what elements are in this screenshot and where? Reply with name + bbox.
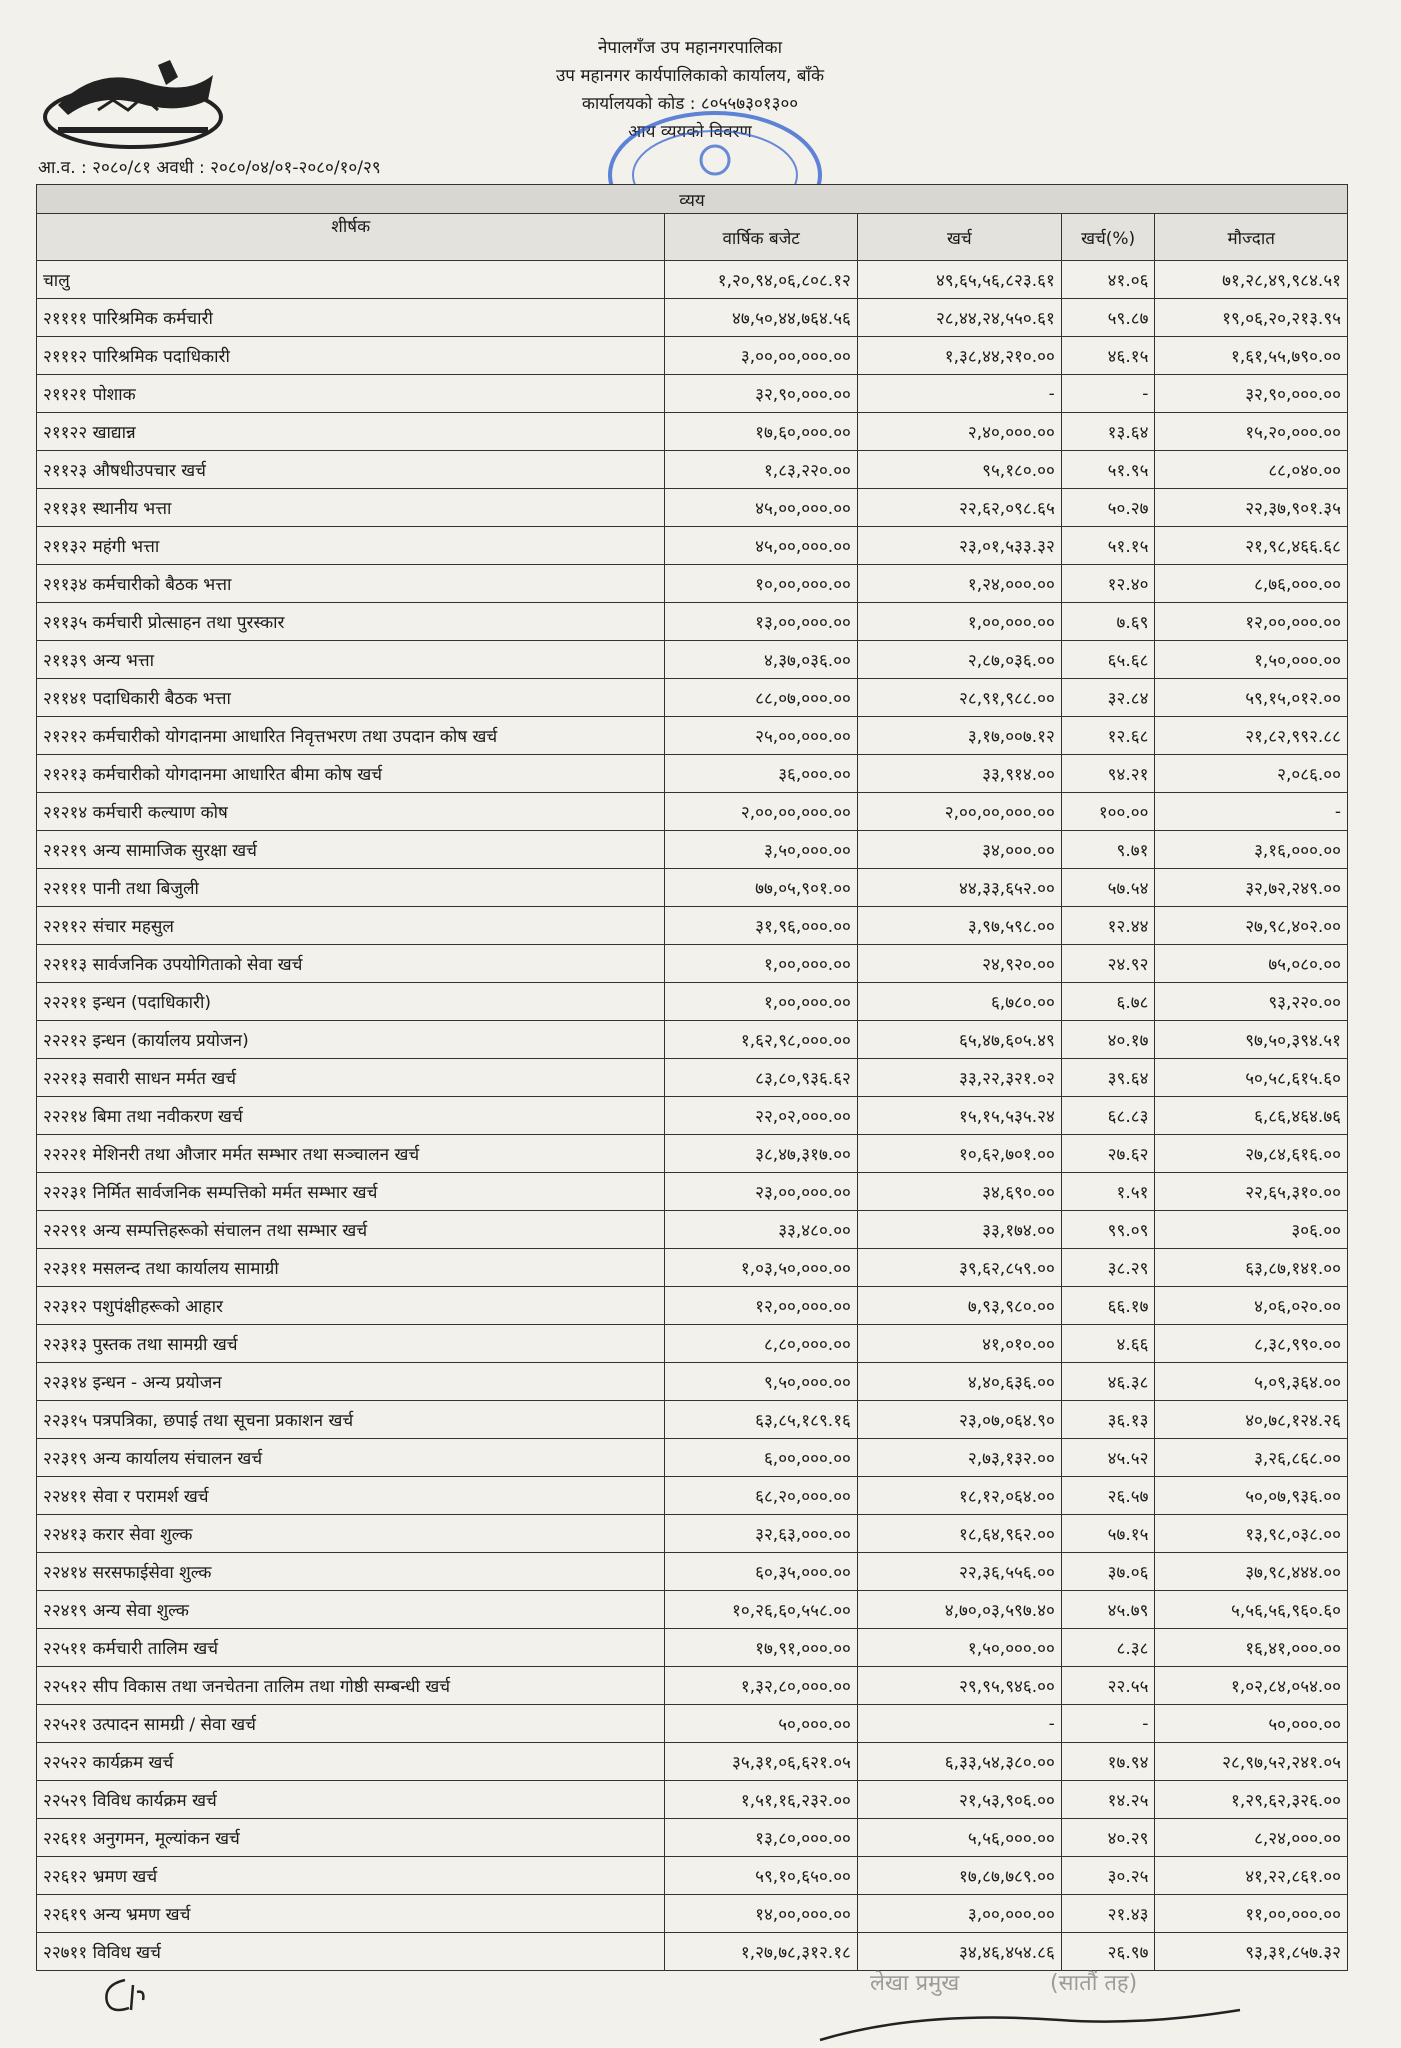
table-row — [37, 1287, 1348, 1325]
row-balance: - — [1155, 793, 1348, 831]
row-title: २११३९ अन्य भत्ता — [37, 641, 665, 679]
table-row — [37, 1059, 1348, 1097]
row-percent: ३८.२९ — [1061, 1249, 1155, 1287]
row-balance: १६,४१,०००.०० — [1155, 1629, 1348, 1667]
row-title: २११२३ औषधीउपचार खर्च — [37, 451, 665, 489]
row-budget: २,००,००,०००.०० — [665, 793, 857, 831]
table-row — [37, 1173, 1348, 1211]
row-balance: २१,९८,४६६.६८ — [1155, 527, 1348, 565]
row-title: २२३११ मसलन्द तथा कार्यालय सामाग्री — [37, 1249, 665, 1287]
row-budget: १,८३,२२०.०० — [665, 451, 857, 489]
table-row — [37, 1515, 1348, 1553]
row-budget: १७,९१,०००.०० — [665, 1629, 857, 1667]
row-expense: २,४०,०००.०० — [857, 413, 1061, 451]
row-percent: ४६.३८ — [1061, 1363, 1155, 1401]
row-percent: ५१.१५ — [1061, 527, 1155, 565]
row-expense: ३,९७,५९८.०० — [857, 907, 1061, 945]
row-budget: ८८,०७,०००.०० — [665, 679, 857, 717]
row-title: २२४१९ अन्य सेवा शुल्क — [37, 1591, 665, 1629]
row-expense: ६५,४७,६०५.४९ — [857, 1021, 1061, 1059]
row-budget: १३,८०,०००.०० — [665, 1819, 857, 1857]
row-percent: - — [1061, 1705, 1155, 1743]
group-header-row — [37, 185, 1348, 214]
row-expense: ९५,१८०.०० — [857, 451, 1061, 489]
row-title: २२११३ सार्वजनिक उपयोगिताको सेवा खर्च — [37, 945, 665, 983]
row-balance: ८,३८,९९०.०० — [1155, 1325, 1348, 1363]
row-percent: २७.६२ — [1061, 1135, 1155, 1173]
row-budget: १,२७,७८,३१२.१८ — [665, 1933, 857, 1971]
table-row — [37, 1211, 1348, 1249]
row-percent: १२.६८ — [1061, 717, 1155, 755]
table-row — [37, 717, 1348, 755]
row-percent: ४६.१५ — [1061, 337, 1155, 375]
column-header-percent: खर्च(%) — [1061, 214, 1155, 261]
table-row — [37, 983, 1348, 1021]
row-title: २११३२ महंगी भत्ता — [37, 527, 665, 565]
row-title: २२३१४ इन्धन - अन्य प्रयोजन — [37, 1363, 665, 1401]
row-balance: ५०,५८,६१५.६० — [1155, 1059, 1348, 1097]
row-title: २२२१२ इन्धन (कार्यालय प्रयोजन) — [37, 1021, 665, 1059]
table-row — [37, 679, 1348, 717]
row-balance: २८,९७,५२,२४१.०५ — [1155, 1743, 1348, 1781]
row-expense: २२,३६,५५६.०० — [857, 1553, 1061, 1591]
row-title: २२२३१ निर्मित सार्वजनिक सम्पत्तिको मर्मत सम्भार खर्च — [37, 1173, 665, 1211]
report-title: आय व्ययको विवरण — [628, 122, 752, 142]
table-row — [37, 1667, 1348, 1705]
row-budget: ३२,९०,०००.०० — [665, 375, 857, 413]
row-budget: ८,८०,०००.०० — [665, 1325, 857, 1363]
row-title: २२३१९ अन्य कार्यालय संचालन खर्च — [37, 1439, 665, 1477]
row-title: २२४११ सेवा र परामर्श खर्च — [37, 1477, 665, 1515]
row-expense: २८,९१,९८८.०० — [857, 679, 1061, 717]
row-balance: ६,८६,४६४.७६ — [1155, 1097, 1348, 1135]
row-percent: ७.६९ — [1061, 603, 1155, 641]
row-percent: ९९.०९ — [1061, 1211, 1155, 1249]
row-percent: ९.७१ — [1061, 831, 1155, 869]
table-row — [37, 1249, 1348, 1287]
row-balance: १९,०६,२०,२१३.९५ — [1155, 299, 1348, 337]
row-expense: ३३,१७४.०० — [857, 1211, 1061, 1249]
row-expense: १७,८७,७८९.०० — [857, 1857, 1061, 1895]
row-title: २२५२९ विविध कार्यक्रम खर्च — [37, 1781, 665, 1819]
row-percent: ३६.१३ — [1061, 1401, 1155, 1439]
row-budget: २३,००,०००.०० — [665, 1173, 857, 1211]
row-title: २२४१३ करार सेवा शुल्क — [37, 1515, 665, 1553]
row-expense: १,२४,०००.०० — [857, 565, 1061, 603]
group-label: व्यय — [37, 185, 1348, 214]
row-expense: १,००,०००.०० — [857, 603, 1061, 641]
row-budget: ३६,०००.०० — [665, 755, 857, 793]
row-expense: ४४,३३,६५२.०० — [857, 869, 1061, 907]
row-title: २२२१४ बिमा तथा नवीकरण खर्च — [37, 1097, 665, 1135]
row-percent: ५७.५४ — [1061, 869, 1155, 907]
row-title: २११३१ स्थानीय भत्ता — [37, 489, 665, 527]
section-label: चालु — [37, 261, 665, 299]
table-row — [37, 1325, 1348, 1363]
table-row — [37, 755, 1348, 793]
row-title: २११२१ पोशाक — [37, 375, 665, 413]
table-row — [37, 831, 1348, 869]
row-balance: १,२९,६२,३२६.०० — [1155, 1781, 1348, 1819]
row-percent: ४५.५२ — [1061, 1439, 1155, 1477]
row-balance: १,६१,५५,७९०.०० — [1155, 337, 1348, 375]
row-expense: ३,१७,००७.१२ — [857, 717, 1061, 755]
row-budget: १०,२६,६०,५५८.०० — [665, 1591, 857, 1629]
row-budget: १७,६०,०००.०० — [665, 413, 857, 451]
signature-level: (सातौं तह) — [1050, 1971, 1138, 1996]
row-balance: ५,०९,३६४.०० — [1155, 1363, 1348, 1401]
table-row — [37, 1629, 1348, 1667]
row-budget: ३५,३१,०६,६२१.०५ — [665, 1743, 857, 1781]
row-percent: २१.४३ — [1061, 1895, 1155, 1933]
row-balance: २,०८६.०० — [1155, 755, 1348, 793]
row-budget: ३८,४७,३१७.०० — [665, 1135, 857, 1173]
row-percent: १.५१ — [1061, 1173, 1155, 1211]
row-budget: १३,००,०००.०० — [665, 603, 857, 641]
row-expense: १,५०,०००.०० — [857, 1629, 1061, 1667]
office-line-2: उप महानगर कार्यपालिकाको कार्यालय, बाँके — [555, 66, 825, 86]
row-percent: ५९.८७ — [1061, 299, 1155, 337]
row-expense: २३,०७,०६४.९० — [857, 1401, 1061, 1439]
row-expense: १८,६४,९६२.०० — [857, 1515, 1061, 1553]
row-balance: ८८,०४०.०० — [1155, 451, 1348, 489]
row-expense: ७,९३,९८०.०० — [857, 1287, 1061, 1325]
row-balance: ४,०६,०२०.०० — [1155, 1287, 1348, 1325]
table-row — [37, 1553, 1348, 1591]
row-title: २२७११ विविध खर्च — [37, 1933, 665, 1971]
row-title: २११४१ पदाधिकारी बैठक भत्ता — [37, 679, 665, 717]
row-balance: २२,६५,३१०.०० — [1155, 1173, 1348, 1211]
row-balance: ५९,१५,०१२.०० — [1155, 679, 1348, 717]
row-balance: ४१,२२,८६१.०० — [1155, 1857, 1348, 1895]
row-title: २२५११ कर्मचारी तालिम खर्च — [37, 1629, 665, 1667]
row-budget: १४,००,०००.०० — [665, 1895, 857, 1933]
section-expense: ४९,६५,५६,८२३.६१ — [857, 261, 1061, 299]
column-header-budget: वार्षिक बजेट — [665, 214, 857, 261]
row-percent: ४०.१७ — [1061, 1021, 1155, 1059]
row-expense: ३३,९१४.०० — [857, 755, 1061, 793]
row-percent: ६५.६८ — [1061, 641, 1155, 679]
row-balance: ३,१६,०००.०० — [1155, 831, 1348, 869]
row-title: २२५२२ कार्यक्रम खर्च — [37, 1743, 665, 1781]
row-balance: ८,७६,०००.०० — [1155, 565, 1348, 603]
row-balance: २७,८४,६१६.०० — [1155, 1135, 1348, 1173]
row-percent: २६.५७ — [1061, 1477, 1155, 1515]
row-percent: ६८.८३ — [1061, 1097, 1155, 1135]
table-row — [37, 1097, 1348, 1135]
row-title: २२५२१ उत्पादन सामग्री / सेवा खर्च — [37, 1705, 665, 1743]
table-row — [37, 527, 1348, 565]
expenditure-table — [36, 184, 1348, 1971]
table-row — [37, 299, 1348, 337]
row-budget: ७७,०५,९०१.०० — [665, 869, 857, 907]
table-row — [37, 1895, 1348, 1933]
row-percent: ४०.२९ — [1061, 1819, 1155, 1857]
table-row — [37, 337, 1348, 375]
row-balance: १२,००,०००.०० — [1155, 603, 1348, 641]
row-title: २२२२१ मेशिनरी तथा औजार मर्मत सम्भार तथा सञ्चालन खर्च — [37, 1135, 665, 1173]
column-header-expense: खर्च — [857, 214, 1061, 261]
row-budget: ५९,१०,६५०.०० — [665, 1857, 857, 1895]
row-title: २२४१४ सरसफाईसेवा शुल्क — [37, 1553, 665, 1591]
row-expense: २,८७,०३६.०० — [857, 641, 1061, 679]
row-budget: ३१,९६,०००.०० — [665, 907, 857, 945]
row-balance: १५,२०,०००.०० — [1155, 413, 1348, 451]
section-total-row — [37, 261, 1348, 299]
row-expense: २,७३,१३२.०० — [857, 1439, 1061, 1477]
row-expense: ३४,६९०.०० — [857, 1173, 1061, 1211]
signature-area — [800, 1950, 1260, 2048]
table-row — [37, 1591, 1348, 1629]
row-expense: ६,७८०.०० — [857, 983, 1061, 1021]
row-balance: ८,२४,०००.०० — [1155, 1819, 1348, 1857]
row-percent: ४.६६ — [1061, 1325, 1155, 1363]
table-row — [37, 1819, 1348, 1857]
row-title: २२६११ अनुगमन, मूल्यांकन खर्च — [37, 1819, 665, 1857]
row-expense: ३४,०००.०० — [857, 831, 1061, 869]
row-budget: २२,०२,०००.०० — [665, 1097, 857, 1135]
row-title: २२६१२ भ्रमण खर्च — [37, 1857, 665, 1895]
row-percent: ५७.१५ — [1061, 1515, 1155, 1553]
row-expense: ५,५६,०००.०० — [857, 1819, 1061, 1857]
row-budget: १,००,०००.०० — [665, 945, 857, 983]
row-expense: १८,१२,०६४.०० — [857, 1477, 1061, 1515]
row-budget: १०,००,०००.०० — [665, 565, 857, 603]
row-budget: १२,००,०००.०० — [665, 1287, 857, 1325]
row-balance: ७५,०८०.०० — [1155, 945, 1348, 983]
row-expense: २,००,००,०००.०० — [857, 793, 1061, 831]
row-percent: १२.४४ — [1061, 907, 1155, 945]
table-row — [37, 945, 1348, 983]
row-title: २१२१३ कर्मचारीको योगदानमा आधारित बीमा कोष खर्च — [37, 755, 665, 793]
row-budget: ६०,३५,०००.०० — [665, 1553, 857, 1591]
row-balance: १,०२,८४,०५४.०० — [1155, 1667, 1348, 1705]
row-expense: २३,०१,५३३.३२ — [857, 527, 1061, 565]
row-balance: ३२,९०,०००.०० — [1155, 375, 1348, 413]
office-code: कार्यालयको कोड : ८०५५७३०१३०० — [581, 94, 799, 114]
row-expense: २२,६२,०९८.६५ — [857, 489, 1061, 527]
office-line-1: नेपालगँज उप महानगरपालिका — [598, 38, 782, 58]
row-balance: ३०६.०० — [1155, 1211, 1348, 1249]
row-percent: २२.५५ — [1061, 1667, 1155, 1705]
table-row — [37, 907, 1348, 945]
table-row — [37, 641, 1348, 679]
row-budget: ६,००,०००.०० — [665, 1439, 857, 1477]
row-budget: १,००,०००.०० — [665, 983, 857, 1021]
row-title: २१२१४ कर्मचारी कल्याण कोष — [37, 793, 665, 831]
row-expense: ३९,६२,८५९.०० — [857, 1249, 1061, 1287]
table-row — [37, 1781, 1348, 1819]
row-title: २११३४ कर्मचारीको बैठक भत्ता — [37, 565, 665, 603]
row-title: २२३१३ पुस्तक तथा सामग्री खर्च — [37, 1325, 665, 1363]
row-title: २११३५ कर्मचारी प्रोत्साहन तथा पुरस्कार — [37, 603, 665, 641]
row-expense: २४,९२०.०० — [857, 945, 1061, 983]
row-budget: १,०३,५०,०००.०० — [665, 1249, 857, 1287]
row-balance: ६३,८७,१४१.०० — [1155, 1249, 1348, 1287]
row-balance: ४०,७८,१२४.२६ — [1155, 1401, 1348, 1439]
row-budget: ३,५०,०००.०० — [665, 831, 857, 869]
row-budget: ६८,२०,०००.०० — [665, 1477, 857, 1515]
table-row — [37, 1021, 1348, 1059]
row-expense: - — [857, 1705, 1061, 1743]
row-percent: ४५.७९ — [1061, 1591, 1155, 1629]
initial-mark — [95, 1970, 155, 2020]
row-balance: ३२,७२,२४९.०० — [1155, 869, 1348, 907]
row-title: २२२१३ सवारी साधन मर्मत खर्च — [37, 1059, 665, 1097]
row-title: २२५१२ सीप विकास तथा जनचेतना तालिम तथा गोष्ठी सम्बन्धी खर्च — [37, 1667, 665, 1705]
row-budget: ९,५०,०००.०० — [665, 1363, 857, 1401]
section-percent: ४१.०६ — [1061, 261, 1155, 299]
row-title: २११२२ खाद्यान्न — [37, 413, 665, 451]
row-title: २१११२ पारिश्रमिक पदाधिकारी — [37, 337, 665, 375]
table-row — [37, 1857, 1348, 1895]
row-percent: ६६.१७ — [1061, 1287, 1155, 1325]
table-row — [37, 451, 1348, 489]
row-expense: - — [857, 375, 1061, 413]
column-header-title: शीर्षक — [37, 214, 665, 261]
table-row — [37, 413, 1348, 451]
row-balance: १,५०,०००.०० — [1155, 641, 1348, 679]
row-percent: २४.९२ — [1061, 945, 1155, 983]
table-row — [37, 1363, 1348, 1401]
section-balance: ७१,२८,४९,९८४.५१ — [1155, 261, 1348, 299]
row-balance: ९७,५०,३९४.५१ — [1155, 1021, 1348, 1059]
row-expense: ३,००,०००.०० — [857, 1895, 1061, 1933]
row-percent: १३.६४ — [1061, 413, 1155, 451]
table-row — [37, 1477, 1348, 1515]
row-budget: १,३२,८०,०००.०० — [665, 1667, 857, 1705]
table-row — [37, 793, 1348, 831]
table-row — [37, 1401, 1348, 1439]
row-expense: ३३,२२,३२१.०२ — [857, 1059, 1061, 1097]
table-row — [37, 375, 1348, 413]
row-percent: ८.३८ — [1061, 1629, 1155, 1667]
row-percent: ३०.२५ — [1061, 1857, 1155, 1895]
row-balance: ५०,०७,९३६.०० — [1155, 1477, 1348, 1515]
column-header-balance: मौज्दात — [1155, 214, 1348, 261]
table-row — [37, 565, 1348, 603]
row-title: २२६१९ अन्य भ्रमण खर्च — [37, 1895, 665, 1933]
row-budget: ३,००,००,०००.०० — [665, 337, 857, 375]
row-budget: ८३,८०,९३६.६२ — [665, 1059, 857, 1097]
column-header-row — [37, 214, 1348, 261]
row-percent: ३२.८४ — [1061, 679, 1155, 717]
row-percent: १००.०० — [1061, 793, 1155, 831]
row-budget: ४५,००,०००.०० — [665, 527, 857, 565]
section-budget: १,२०,९४,०६,८०८.१२ — [665, 261, 857, 299]
row-percent: २६.९७ — [1061, 1933, 1155, 1971]
row-budget: ३३,४८०.०० — [665, 1211, 857, 1249]
row-percent: ९४.२१ — [1061, 755, 1155, 793]
row-balance: ३७,९८,४४४.०० — [1155, 1553, 1348, 1591]
row-budget: २५,००,०००.०० — [665, 717, 857, 755]
row-percent: ३७.०६ — [1061, 1553, 1155, 1591]
row-title: २१२१२ कर्मचारीको योगदानमा आधारित निवृत्तभरण तथा उपदान कोष खर्च — [37, 717, 665, 755]
row-budget: ६३,८५,१८९.१६ — [665, 1401, 857, 1439]
table-row — [37, 489, 1348, 527]
row-title: २२३१२ पशुपंक्षीहरूको आहार — [37, 1287, 665, 1325]
row-expense: ६,३३,५४,३८०.०० — [857, 1743, 1061, 1781]
row-expense: ४,७०,०३,५९७.४० — [857, 1591, 1061, 1629]
row-budget: ४,३७,०३६.०० — [665, 641, 857, 679]
row-balance: ९३,२२०.०० — [1155, 983, 1348, 1021]
row-expense: ४१,०१०.०० — [857, 1325, 1061, 1363]
fiscal-period: आ.व. : २०८०/८१ अवधी : २०८०/०४/०१-२०८०/१०/२९ — [38, 158, 381, 178]
row-percent: १४.२५ — [1061, 1781, 1155, 1819]
row-percent: ५१.९५ — [1061, 451, 1155, 489]
row-percent: ६.७८ — [1061, 983, 1155, 1021]
row-expense: १,३८,४४,२१०.०० — [857, 337, 1061, 375]
row-title: २११११ पारिश्रमिक कर्मचारी — [37, 299, 665, 337]
row-title: २२३१५ पत्रपत्रिका, छपाई तथा सूचना प्रकाशन खर्च — [37, 1401, 665, 1439]
row-budget: १,५१,१६,२३२.०० — [665, 1781, 857, 1819]
row-expense: २१,५३,९०६.०० — [857, 1781, 1061, 1819]
row-balance: ११,००,०००.०० — [1155, 1895, 1348, 1933]
row-balance: २७,९८,४०२.०० — [1155, 907, 1348, 945]
table-row — [37, 603, 1348, 641]
row-expense: १०,६२,७०१.०० — [857, 1135, 1061, 1173]
row-balance: ३,२६,८६८.०० — [1155, 1439, 1348, 1477]
table-row — [37, 1705, 1348, 1743]
row-balance: १३,९८,०३८.०० — [1155, 1515, 1348, 1553]
row-title: २२२११ इन्धन (पदाधिकारी) — [37, 983, 665, 1021]
row-percent: - — [1061, 375, 1155, 413]
table-row — [37, 1743, 1348, 1781]
row-budget: ४५,००,०००.०० — [665, 489, 857, 527]
row-percent: ५०.२७ — [1061, 489, 1155, 527]
row-budget: ५०,०००.०० — [665, 1705, 857, 1743]
row-expense: १५,१५,५३५.२४ — [857, 1097, 1061, 1135]
row-budget: ४७,५०,४४,७६४.५६ — [665, 299, 857, 337]
row-expense: २९,९५,९४६.०० — [857, 1667, 1061, 1705]
row-expense: ४,४०,६३६.०० — [857, 1363, 1061, 1401]
row-title: २२१११ पानी तथा बिजुली — [37, 869, 665, 907]
signature-title: लेखा प्रमुख — [870, 1971, 960, 1996]
table-row — [37, 1439, 1348, 1477]
row-percent: १२.४० — [1061, 565, 1155, 603]
row-balance: २१,८२,९९२.८८ — [1155, 717, 1348, 755]
row-expense: २८,४४,२४,५५०.६१ — [857, 299, 1061, 337]
row-expense: ३४,४६,४५४.८६ — [857, 1933, 1061, 1971]
row-balance: २२,३७,९०१.३५ — [1155, 489, 1348, 527]
table-row — [37, 869, 1348, 907]
table-row — [37, 1135, 1348, 1173]
row-budget: १,६२,९८,०००.०० — [665, 1021, 857, 1059]
row-title: २१२१९ अन्य सामाजिक सुरक्षा खर्च — [37, 831, 665, 869]
row-percent: ३९.६४ — [1061, 1059, 1155, 1097]
row-balance: ५,५६,५६,९६०.६० — [1155, 1591, 1348, 1629]
row-percent: १७.९४ — [1061, 1743, 1155, 1781]
municipality-logo — [38, 55, 228, 155]
row-balance: ५०,०००.०० — [1155, 1705, 1348, 1743]
row-balance: ९३,३१,८५७.३२ — [1155, 1933, 1348, 1971]
row-title: २२११२ संचार महसुल — [37, 907, 665, 945]
row-title: २२२९१ अन्य सम्पत्तिहरूको संचालन तथा सम्भार खर्च — [37, 1211, 665, 1249]
row-budget: ३२,६३,०००.०० — [665, 1515, 857, 1553]
